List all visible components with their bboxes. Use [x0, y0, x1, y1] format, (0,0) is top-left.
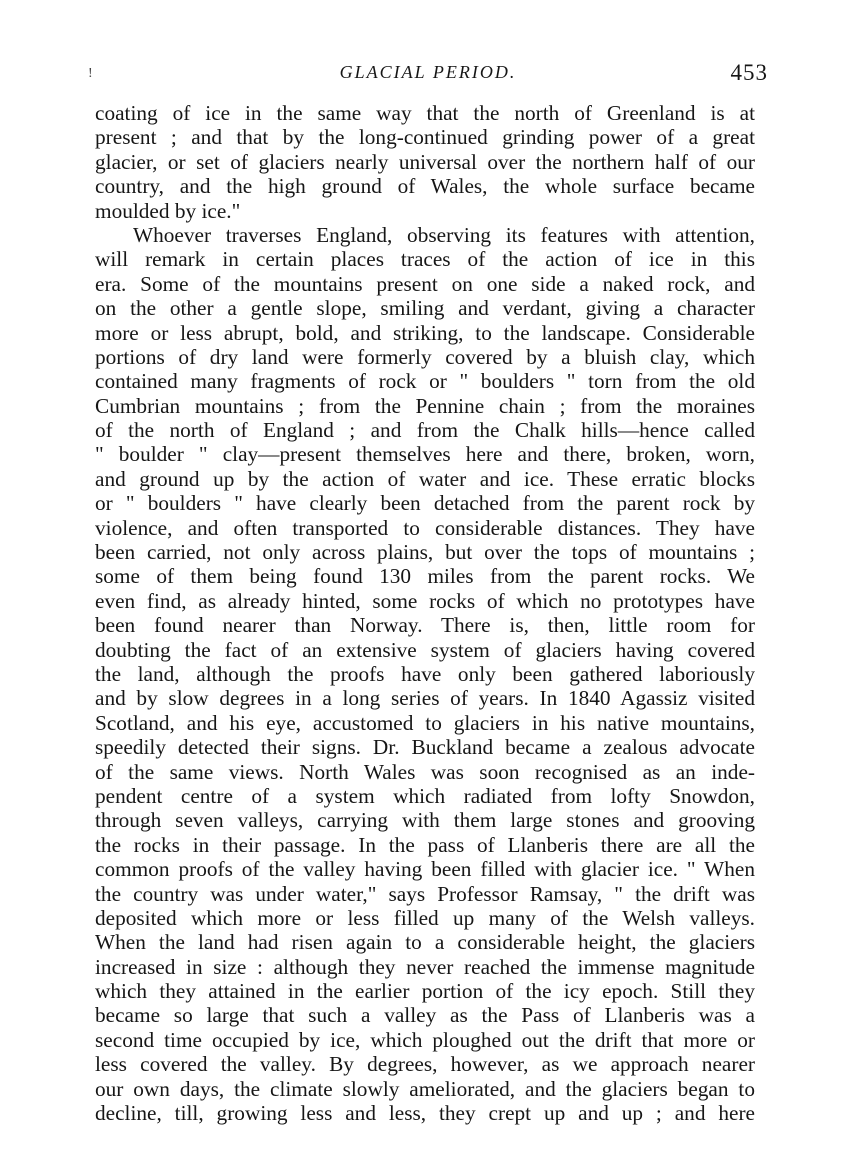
text-line: violence, and often transported to considerable distances. They have: [95, 515, 755, 540]
text-line: glacier, or set of glaciers nearly universal over the northern half of our: [95, 149, 755, 174]
text-line: increased in size : although they never reached the immense magnitude: [95, 954, 755, 979]
text-line: present ; and that by the long-continued grinding power of a great: [95, 125, 755, 150]
text-line: second time occupied by ice, which ploughed out the drift that more or: [95, 1027, 755, 1052]
text-line: and ground up by the action of water and ice. These erratic blocks: [95, 466, 755, 491]
text-line: on the other a gentle slope, smiling and verdant, giving a character: [95, 296, 755, 321]
text-line: will remark in certain places traces of the action of ice in this: [95, 247, 755, 272]
text-line: " boulder " clay—present themselves here and there, broken, worn,: [95, 442, 755, 467]
text-line: common proofs of the valley having been filled with glacier ice. " When: [95, 857, 755, 882]
text-line: moulded by ice.": [95, 198, 241, 223]
margin-mark: !: [88, 66, 93, 81]
text-line: Cumbrian mountains ; from the Pennine chain ; from the moraines: [95, 393, 755, 418]
page-number: 453: [730, 60, 768, 85]
text-line: became so large that such a valley as the Pass of Llanberis was a: [95, 1003, 755, 1028]
text-line: which they attained in the earlier portion of the icy epoch. Still they: [95, 979, 755, 1004]
text-line: portions of dry land were formerly covered by a bluish clay, which: [95, 344, 755, 369]
text-line: been found nearer than Norway. There is, then, little room for: [95, 613, 755, 638]
running-head: GLACIAL PERIOD.: [339, 62, 517, 82]
text-line: deposited which more or less filled up many of the Welsh valleys.: [95, 905, 755, 930]
text-line: or " boulders " have clearly been detached from the parent rock by: [95, 491, 755, 516]
text-line: the rocks in their passage. In the pass of Llanberis there are all the: [95, 832, 755, 857]
text-line: era. Some of the mountains present on one side a naked rock, and: [95, 271, 755, 296]
text-line: Whoever traverses England, observing its features with attention,: [133, 222, 755, 247]
text-line: some of them being found 130 miles from the parent rocks. We: [95, 564, 755, 589]
text-line: of the same views. North Wales was soon recognised as an inde-: [95, 759, 755, 784]
text-line: more or less abrupt, bold, and striking, to the landscape. Considerable: [95, 320, 755, 345]
text-line: of the north of England ; and from the Chalk hills—hence called: [95, 418, 755, 443]
text-line: through seven valleys, carrying with them large stones and grooving: [95, 808, 755, 833]
text-line: less covered the valley. By degrees, however, as we approach nearer: [95, 1052, 755, 1077]
text-line: and by slow degrees in a long series of years. In 1840 Agassiz visited: [95, 686, 755, 711]
text-line: speedily detected their signs. Dr. Buckland became a zealous advocate: [95, 735, 755, 760]
text-line: doubting the fact of an extensive system of glaciers having covered: [95, 637, 755, 662]
text-line: Scotland, and his eye, accustomed to glaciers in his native mountains,: [95, 710, 755, 735]
text-line: When the land had risen again to a considerable height, the glaciers: [95, 930, 755, 955]
text-line: country, and the high ground of Wales, the whole surface became: [95, 174, 755, 199]
text-line: even find, as already hinted, some rocks of which no prototypes have: [95, 588, 755, 613]
text-line: our own days, the climate slowly ameliorated, and the glaciers began to: [95, 1076, 755, 1101]
text-line: been carried, not only across plains, but over the tops of mountains ;: [95, 540, 755, 565]
text-line: contained many fragments of rock or " boulders " torn from the old: [95, 369, 755, 394]
page-header: [88, 58, 768, 92]
text-line: the land, although the proofs have only been gathered laboriously: [95, 661, 755, 686]
text-line: coating of ice in the same way that the north of Greenland is at: [95, 101, 755, 125]
text-line: the country was under water," says Professor Ramsay, " the drift was: [95, 881, 755, 906]
body-text: [95, 101, 755, 1125]
text-line: pendent centre of a system which radiated from lofty Snowdon,: [95, 783, 755, 808]
text-line: decline, till, growing less and less, they crept up and up ; and here: [95, 1101, 755, 1126]
